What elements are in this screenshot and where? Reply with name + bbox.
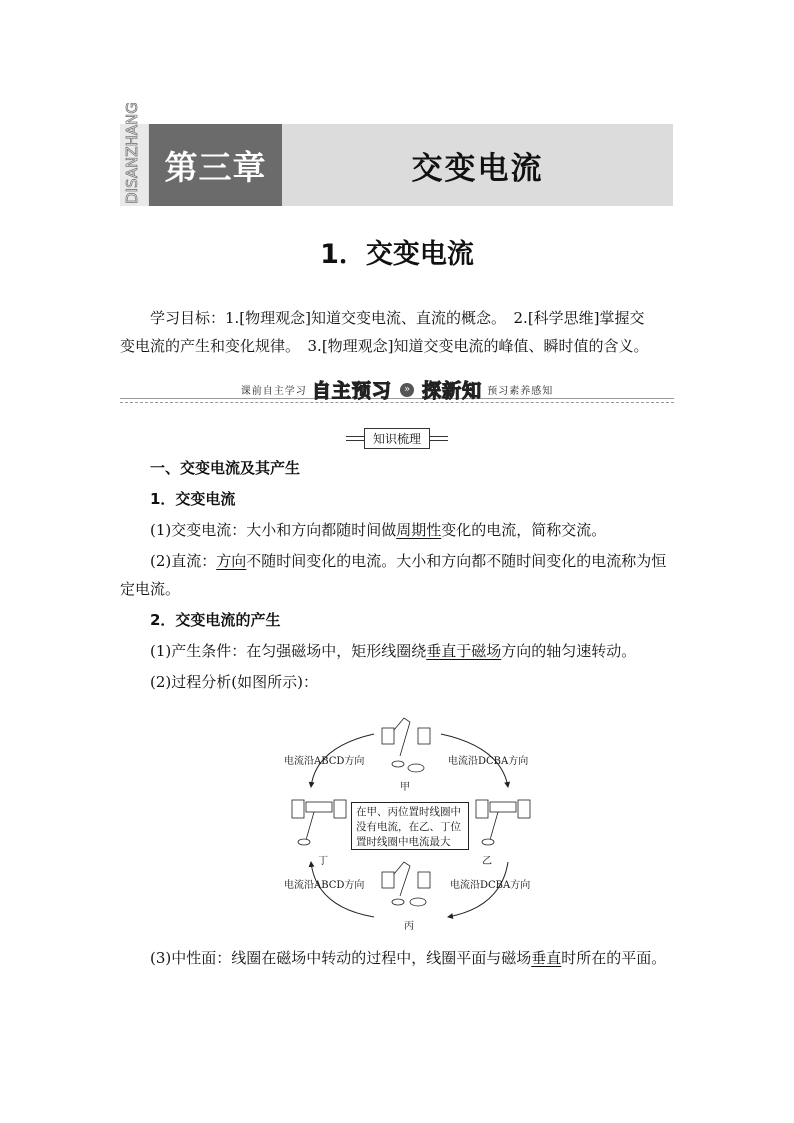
underlined-answer: 方向 (216, 552, 247, 570)
item-5: (3)中性面：线圈在磁场中转动的过程中，线圈平面与磁场垂直时所在的平面。 (150, 949, 667, 967)
objectives-line-2: 变电流的产生和变化规律。 3.[物理观念]知道交变电流的峰值、瞬时值的含义。 (120, 337, 649, 355)
label-bottom-right: 电流沿DCBA方向 (450, 880, 531, 891)
section-bar-left-text: 课前自主学习 (240, 386, 307, 397)
knowledge-tag-label: 知识梳理 (364, 428, 430, 449)
section-bar-big-1: 自主预习 (311, 380, 392, 402)
chapter-pinyin: DISANZHANG (123, 102, 141, 204)
section-title: 1．交变电流 (320, 239, 474, 270)
position-label-bottom: 丙 (404, 921, 414, 932)
learning-objectives (120, 304, 675, 360)
position-label-right: 乙 (482, 856, 492, 867)
chevron-right-icon: » (400, 383, 414, 397)
subheading-2: 2．交变电流的产生 (150, 611, 281, 629)
device-left (292, 800, 346, 845)
item-3: (1)产生条件：在匀强磁场中，矩形线圈绕垂直于磁场方向的轴匀速转动。 (150, 642, 637, 660)
position-label-left: 丁 (318, 856, 328, 867)
underlined-answer: 周期性 (396, 521, 442, 539)
underlined-answer: 垂直于磁场 (426, 642, 502, 660)
tag-left-rule (346, 436, 364, 441)
diagram-note: 在甲、丙位置时线圈中没有电流，在乙、丁位置时线圈中电流最大 (351, 802, 469, 850)
label-top-left: 电流沿ABCD方向 (284, 756, 365, 767)
subheading-1: 1．交变电流 (150, 490, 236, 508)
item-1: (1)交变电流：大小和方向都随时间做周期性变化的电流，简称交流。 (150, 521, 607, 539)
knowledge-tag (0, 428, 794, 449)
content-body-2 (120, 944, 675, 972)
device-right (476, 800, 530, 845)
device-top (382, 718, 430, 772)
device-bottom (382, 862, 430, 906)
underlined-answer: 垂直 (531, 949, 562, 967)
item-2: (2)直流：方向不随时间变化的电流。大小和方向都不随时间变化的电流称为恒定电流。 (120, 552, 667, 598)
objectives-line-1: 学习目标：1.[物理观念]知道交变电流、直流的概念。 2.[科学思维]掌握交 (150, 309, 645, 327)
section-bar-right-text: 预习素养感知 (487, 386, 554, 397)
item-4: (2)过程分析(如图所示)： (150, 673, 318, 691)
heading-1: 一、交变电流及其产生 (150, 459, 301, 477)
section-bar (120, 376, 674, 404)
label-bottom-left: 电流沿ABCD方向 (284, 880, 365, 891)
label-top-right: 电流沿DCBA方向 (448, 756, 529, 767)
chapter-number: 第三章 (149, 124, 282, 206)
generator-cycle-diagram (276, 712, 546, 937)
position-label-top: 甲 (400, 782, 410, 793)
section-bar-caption (120, 376, 674, 403)
chapter-pinyin-strip (120, 102, 148, 206)
chapter-banner (120, 102, 673, 206)
content-body (120, 454, 675, 696)
chapter-title: 交变电流 (411, 150, 544, 187)
section-bar-big-2: 探新知 (422, 380, 483, 402)
tag-right-rule (430, 436, 448, 441)
